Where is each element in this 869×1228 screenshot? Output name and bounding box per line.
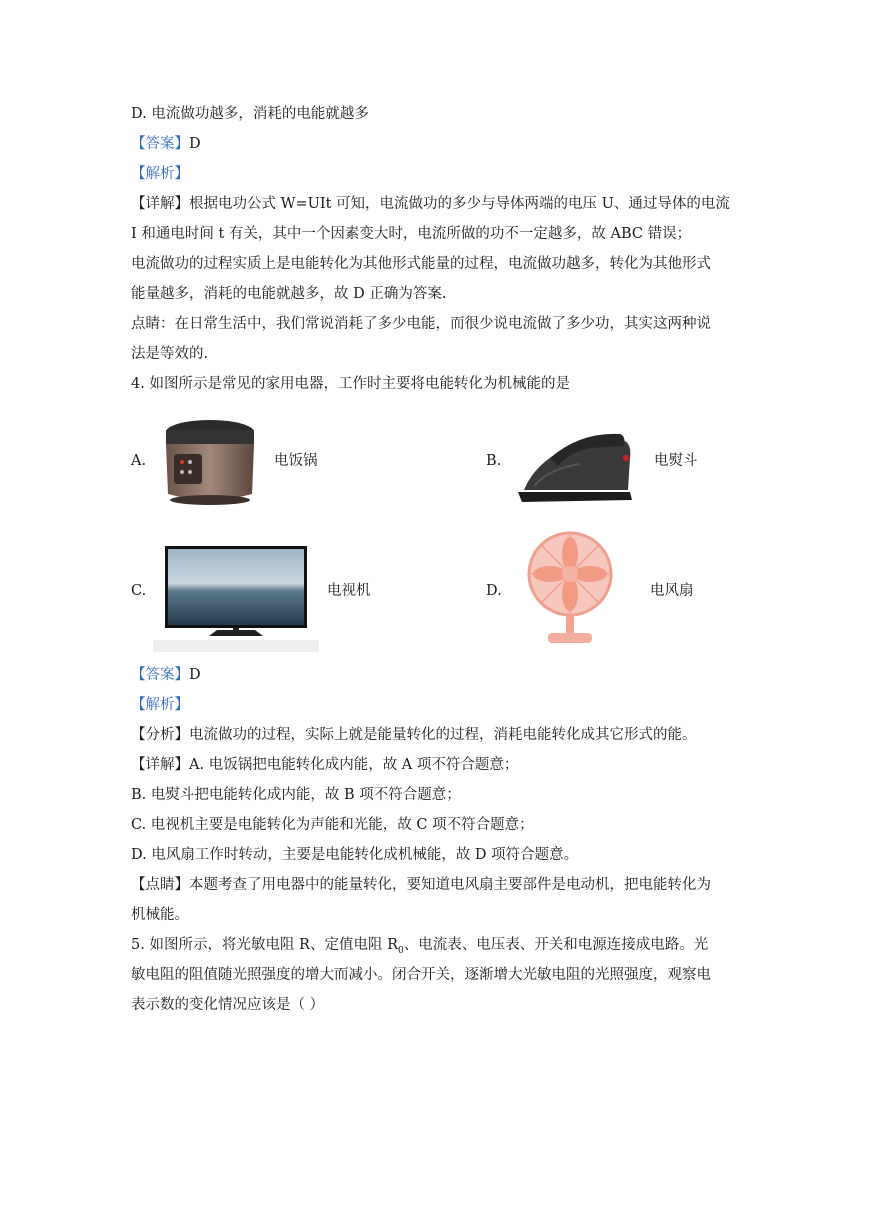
q4-answer	[131, 665, 201, 685]
detail-text: A. 电饭锅把电能转化成内能，故 A 项不符合题意；	[189, 757, 519, 773]
option-a-letter: A.	[131, 453, 147, 469]
electric-iron-image	[510, 412, 640, 510]
dianjing-tag: 【点睛】	[131, 877, 189, 893]
q3-detail-line2: I 和通电时间 t 有关，其中一个因素变大时，电流所做的功不一定越多，故 ABC 错误；	[131, 226, 692, 242]
answer-value: D	[189, 136, 201, 152]
q5-text-b: 、电流表、电压表、开关和电源连接成电路。光	[403, 937, 709, 953]
q4-dianjing-line2: 机械能。	[131, 907, 189, 923]
q4-fenxi	[131, 725, 697, 745]
fenxi-text: 电流做功的过程，实际上就是能量转化的过程，消耗电能转化成其它形式的能。	[189, 727, 697, 743]
q3-answer	[131, 134, 201, 154]
q5-line3: 表示数的变化情况应该是（ ）	[131, 997, 325, 1013]
rice-cooker-image	[160, 410, 260, 510]
fenxi-tag: 【分析】	[131, 727, 189, 743]
q5-line2: 敏电阻的阻值随光照强度的增大而减小。闭合开关，逐渐增大光敏电阻的光照强度，观察电	[131, 967, 711, 983]
q5-text-a: 5. 如图所示，将光敏电阻 R、定值电阻 R	[131, 937, 398, 953]
q4-analysis-tag: 【解析】	[131, 697, 189, 713]
q4-detail-a	[131, 755, 518, 775]
q3-note-line2: 法是等效的.	[131, 346, 209, 362]
q3-note-line1: 点睛：在日常生活中，我们常说消耗了多少电能，而很少说电流做了多少功，其实这两种说	[131, 316, 711, 332]
option-b-letter: B.	[486, 453, 502, 469]
answer-value: D	[189, 667, 201, 683]
option-d-label: 电风扇	[650, 583, 694, 599]
detail-tag: 【详解】	[131, 757, 189, 773]
q4-dianjing-line1	[131, 875, 711, 895]
q3-option-d: D. 电流做功越多，消耗的电能就越多	[131, 106, 369, 122]
q4-stem: 4. 如图所示是常见的家用电器，工作时主要将电能转化为机械能的是	[131, 376, 570, 392]
r0-subscript: 0	[398, 945, 404, 956]
option-a-label: 电饭锅	[274, 453, 318, 469]
option-c-letter: C.	[131, 583, 147, 599]
answer-tag: 【答案】	[131, 667, 189, 683]
electric-fan-image	[526, 530, 614, 652]
q4-detail-d: D. 电风扇工作时转动，主要是电能转化成机械能，故 D 项符合题意。	[131, 847, 579, 863]
q3-detail-line4: 能量越多，消耗的电能就越多，故 D 正确为答案.	[131, 286, 447, 302]
option-d-letter: D.	[486, 583, 502, 599]
q4-detail-b: B. 电熨斗把电能转化成内能，故 B 项不符合题意；	[131, 787, 461, 803]
option-b-label: 电熨斗	[654, 453, 698, 469]
q4-detail-c: C. 电视机主要是电能转化为声能和光能，故 C 项不符合题意；	[131, 817, 534, 833]
option-c-label: 电视机	[327, 583, 371, 599]
television-image	[153, 540, 319, 652]
q5-line1	[131, 935, 708, 961]
detail-text: 根据电功公式 W=UIt 可知，电流做功的多少与导体两端的电压 U、通过导体的电流	[189, 196, 730, 212]
q3-detail-line1	[131, 194, 730, 214]
q3-analysis-tag: 【解析】	[131, 166, 189, 182]
answer-tag: 【答案】	[131, 136, 189, 152]
q3-detail-line3: 电流做功的过程实质上是电能转化为其他形式能量的过程，电流做功越多，转化为其他形式	[131, 256, 711, 272]
dianjing-text: 本题考查了用电器中的能量转化，要知道电风扇主要部件是电动机，把电能转化为	[189, 877, 711, 893]
detail-tag: 【详解】	[131, 196, 189, 212]
